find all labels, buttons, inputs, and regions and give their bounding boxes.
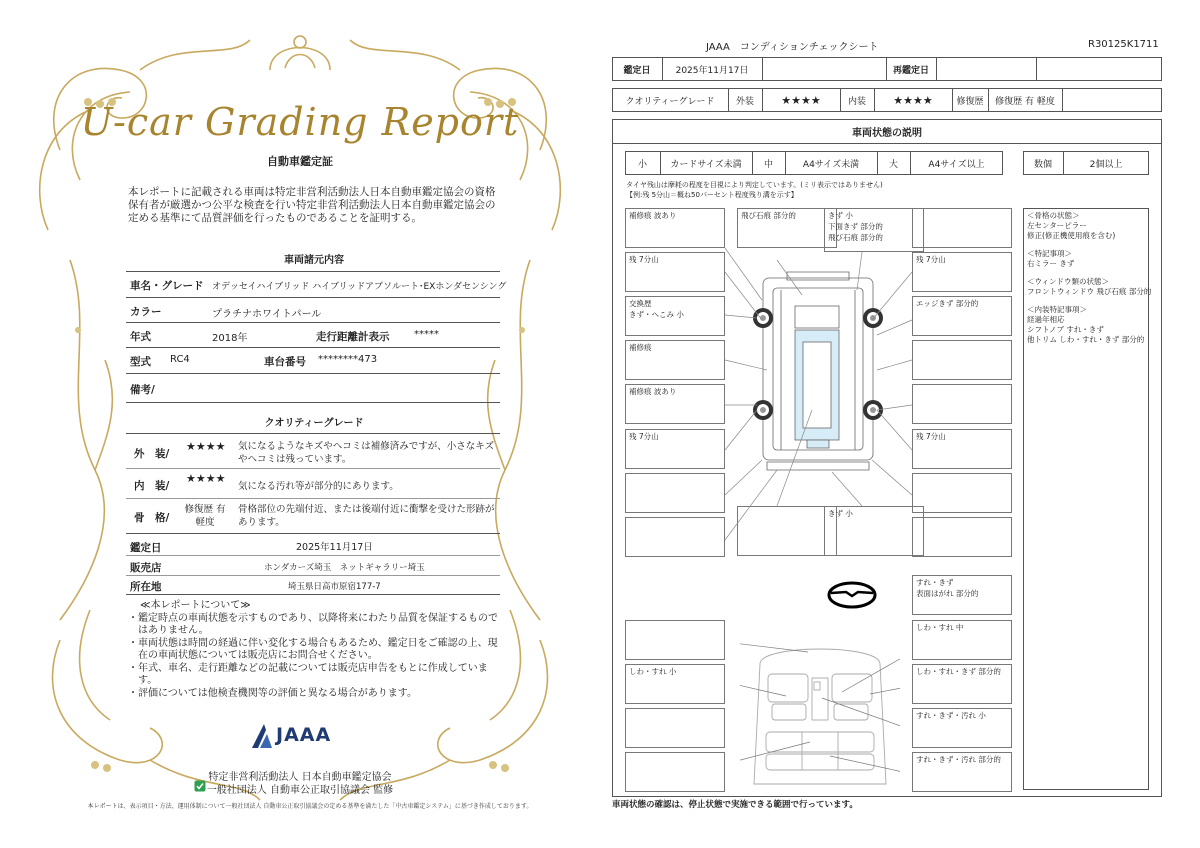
size-small-desc: カードサイズ未満 bbox=[670, 159, 742, 170]
int-note-text: すれ・きず・汚れ 部分的 bbox=[916, 755, 1001, 764]
tire-example: 【例:残 5分山＝概ね50パーセント程度残り溝を示す】 bbox=[626, 191, 798, 199]
chassis-label: 車台番号 bbox=[264, 356, 306, 368]
steering-wheel-icon bbox=[826, 580, 878, 610]
remark-line: 他トリム しわ・すれ・きず 部分的 bbox=[1027, 335, 1145, 344]
sheet-footer: 車両状態の確認は、停止状態で実施できる範囲で行っています。 bbox=[612, 800, 858, 810]
remark-line: 修正(修正機使用痕を含む) bbox=[1027, 231, 1116, 240]
state-title: 車両状態の説明 bbox=[852, 127, 922, 139]
model-value: RC4 bbox=[170, 354, 190, 365]
color-label: カラー bbox=[130, 306, 162, 318]
divider bbox=[126, 498, 500, 499]
repair-label: 修復歴 bbox=[956, 96, 984, 107]
divider bbox=[126, 271, 500, 272]
sheet-date-value: 2025年11月17日 bbox=[675, 65, 749, 76]
int-note-text: しわ・すれ・きず 部分的 bbox=[916, 667, 1001, 676]
divider bbox=[126, 533, 500, 534]
year-label: 年式 bbox=[130, 331, 151, 343]
org-fair-trade: 一般社団法人 自動車公正取引協議会 監修 bbox=[206, 785, 394, 796]
divider bbox=[126, 555, 500, 556]
note-item: ・年式、車名、走行距離などの記載については販売店申告をもとに作成しています。 bbox=[128, 662, 488, 686]
int-stars: ★★★★ bbox=[893, 93, 933, 107]
frame-label: 骨 格/ bbox=[134, 512, 170, 524]
name-value: オデッセイハイブリッド ハイブリッドアブソルート･EXホンダセンシング bbox=[212, 282, 507, 292]
ext-note-text: 残 7分山 bbox=[916, 255, 946, 264]
notes-block bbox=[128, 600, 498, 700]
note-item: ・鑑定時点の車両状態を示すものであり、以降将来にわたり品質を保証するものではありません。 bbox=[128, 612, 498, 636]
ext-note-text: 補修痕 波あり bbox=[629, 387, 677, 396]
intro-text: 本レポートに記載される車両は特定非営利活動法人日本自動車鑑定協会の資格保有者が厳選かつ公平な検査を行い特定非営利活動法人日本自動車鑑定協会の定める基準にて品質評価を行ったものであることを証明する。 bbox=[128, 186, 496, 224]
report-subtitle: 自動車鑑定証 bbox=[267, 155, 333, 168]
int-note-box bbox=[912, 664, 1012, 704]
divider bbox=[126, 594, 500, 595]
model-label: 型式 bbox=[130, 356, 151, 368]
remark-line: 右ミラー きず bbox=[1027, 259, 1075, 268]
reinspect-label: 再鑑定日 bbox=[892, 65, 929, 76]
frame-grade: 修復歴 有 軽度 bbox=[184, 504, 226, 528]
ext-note-text: 残 7分山 bbox=[916, 432, 946, 441]
exterior-label: 外 装/ bbox=[134, 448, 170, 460]
int-note-text: しわ・すれ 中 bbox=[916, 623, 964, 632]
int-note-text: すれ・きず 表面はがれ 部分的 bbox=[916, 578, 979, 598]
interior-stars: ★★★★ bbox=[186, 472, 226, 485]
int-label: 内装 bbox=[847, 96, 866, 107]
ext-note-text: 残 7分山 bbox=[629, 255, 659, 264]
remark-line: フロントウィンドウ 飛び石痕 部分的 bbox=[1027, 287, 1152, 296]
size-large: 大 bbox=[888, 159, 898, 170]
int-note-box bbox=[912, 752, 1012, 792]
int-note-box bbox=[625, 620, 725, 660]
remark-heading: ＜内装特記事項＞ bbox=[1027, 305, 1087, 314]
remark-line: 左センターピラー bbox=[1027, 221, 1087, 230]
int-note-box bbox=[912, 708, 1012, 748]
divider bbox=[126, 322, 500, 323]
ext-stars: ★★★★ bbox=[781, 93, 821, 107]
car-interior-diagram bbox=[740, 634, 900, 792]
ext-note-text: 補修痕 bbox=[629, 343, 652, 352]
divider bbox=[126, 402, 500, 403]
year-value: 2018年 bbox=[212, 333, 248, 344]
org-jaaa: 特定非営利活動法人 日本自動車鑑定協会 bbox=[208, 772, 392, 783]
leader-lines bbox=[612, 200, 1032, 580]
count-label: 数個 bbox=[1033, 159, 1052, 170]
remark-heading: ＜骨格の状態＞ bbox=[1027, 211, 1080, 220]
size-mid-desc: A4サイズ未満 bbox=[802, 159, 860, 170]
size-large-desc: A4サイズ以上 bbox=[928, 159, 985, 170]
ext-note-text: 補修痕 波あり bbox=[629, 211, 677, 220]
exterior-stars: ★★★★ bbox=[186, 440, 226, 453]
sheet-date-label: 鑑定日 bbox=[623, 65, 651, 76]
int-note-text: すれ・きず・汚れ 小 bbox=[916, 711, 986, 720]
remark-heading: ＜ウィンドウ類の状態＞ bbox=[1027, 277, 1110, 286]
ext-note-text: エッジきず 部分的 bbox=[916, 299, 979, 308]
sheet-code: R30125K1711 bbox=[1088, 39, 1159, 50]
size-small: 小 bbox=[637, 159, 647, 170]
date-label: 鑑定日 bbox=[130, 542, 162, 554]
mileage-label: 走行距離計表示 bbox=[316, 331, 390, 343]
note-item: ・評価については他検査機関等の評価と異なる場合があります。 bbox=[128, 687, 417, 699]
address-value: 埼玉県日高市原宿177-7 bbox=[288, 582, 381, 592]
mileage-value: ***** bbox=[414, 329, 439, 340]
quality-section-heading: クオリティーグレード bbox=[264, 418, 364, 429]
chassis-value: ********473 bbox=[318, 354, 378, 365]
jaaa-logo-text: JAAA bbox=[276, 724, 332, 746]
remark-heading: ＜特記事項＞ bbox=[1027, 249, 1072, 258]
divider bbox=[126, 297, 500, 298]
repair-value: 修復歴 有 軽度 bbox=[995, 96, 1055, 107]
frame-text: 骨格部位の先端付近、または後端付近に衝撃を受けた形跡があります。 bbox=[238, 504, 495, 528]
footnote: 本レポートは、表示項目・方法、運用体制について一般社団法人 自動車公正取引協議会の定める基準を満たした「中古車鑑定システム」に基づき作成しております。 bbox=[87, 803, 533, 810]
dealer-value: ホンダカーズ埼玉 ネットギャラリー埼玉 bbox=[264, 563, 425, 573]
int-note-box bbox=[625, 708, 725, 748]
remarks-label: 備考/ bbox=[130, 384, 155, 396]
int-note-text: しわ・すれ 小 bbox=[629, 667, 677, 676]
exterior-text: 気になるようなキズやヘコミは補修済みですが、小さなキズやヘコミは残っています。 bbox=[238, 441, 495, 465]
remark-line: シフトノブ すれ・きず bbox=[1027, 325, 1104, 334]
ext-note-text: 交換歴 きず・へこみ 小 bbox=[629, 299, 684, 319]
int-note-box bbox=[912, 575, 1012, 615]
count-value: 2個以上 bbox=[1089, 159, 1123, 170]
divider bbox=[126, 347, 500, 348]
vehicle-section-heading: 車両諸元内容 bbox=[284, 255, 344, 266]
ext-note-text: 残 7分山 bbox=[629, 432, 659, 441]
grade-label: クオリティーグレード bbox=[625, 96, 715, 107]
ext-note-text: きず 小 下面きず 部分的 飛び石痕 部分的 bbox=[828, 211, 883, 242]
color-value: プラチナホワイトパール bbox=[212, 309, 322, 320]
sheet-title: JAAA コンディションチェックシート bbox=[706, 42, 879, 53]
ext-note-text: 飛び石痕 部分的 bbox=[741, 211, 796, 220]
date-value: 2025年11月17日 bbox=[296, 542, 373, 553]
ext-label: 外装 bbox=[735, 96, 754, 107]
tire-note: タイヤ残山は摩耗の程度を目視により判定しています。(ミリ表示ではありません) bbox=[626, 181, 883, 189]
notes-heading: ≪本レポートについて≫ bbox=[140, 600, 251, 611]
remark-line: 経過年相応 bbox=[1027, 315, 1065, 324]
int-note-box bbox=[625, 664, 725, 704]
interior-label: 内 装/ bbox=[134, 480, 170, 492]
interior-text: 気になる汚れ等が部分的にあります。 bbox=[238, 481, 399, 492]
divider bbox=[126, 373, 500, 374]
size-mid: 中 bbox=[763, 159, 773, 170]
int-note-box bbox=[912, 620, 1012, 660]
ext-note-text: きず 小 bbox=[828, 509, 853, 518]
divider bbox=[126, 575, 500, 576]
remarks-text bbox=[1027, 211, 1151, 345]
name-label: 車名・グレード bbox=[130, 280, 204, 292]
address-label: 所在地 bbox=[130, 581, 162, 593]
dealer-label: 販売店 bbox=[130, 562, 162, 574]
note-item: ・車両状態は時間の経過に伴い変化する場合もあるため、鑑定日をご確認の上、現在の車両状態については販売店にお問合せください。 bbox=[128, 637, 498, 661]
report-title: U-car Grading Report bbox=[80, 100, 520, 144]
jaaa-logo-icon bbox=[250, 722, 274, 750]
int-note-box bbox=[625, 752, 725, 792]
divider bbox=[126, 433, 500, 434]
divider bbox=[126, 468, 500, 469]
